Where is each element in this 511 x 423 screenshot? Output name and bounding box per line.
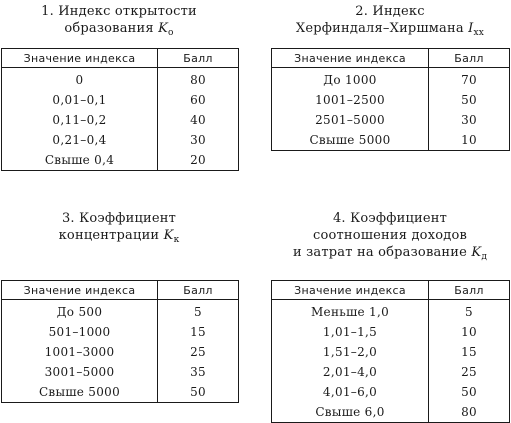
table-2 xyxy=(271,48,510,151)
table-3-header-score: Балл xyxy=(158,281,239,300)
row-value: 1001–2500 xyxy=(272,90,429,110)
table-4-caption-line3 xyxy=(270,244,510,261)
row-score: 60 xyxy=(158,90,239,110)
table-row xyxy=(272,90,510,110)
table-2-header-row xyxy=(272,49,510,68)
row-value: 1,51–2,0 xyxy=(272,342,429,362)
table-row xyxy=(272,402,510,423)
row-score: 15 xyxy=(158,322,239,342)
row-value: Свыше 5000 xyxy=(2,382,158,403)
row-score: 30 xyxy=(429,110,510,130)
row-score: 50 xyxy=(429,90,510,110)
row-value: 0,01–0,1 xyxy=(2,90,158,110)
row-score: 50 xyxy=(158,382,239,403)
table-4-caption-line2: соотношения доходов xyxy=(313,228,467,243)
table-4-header-score: Балл xyxy=(429,281,510,300)
table-row xyxy=(272,322,510,342)
row-value: 3001–5000 xyxy=(2,362,158,382)
table-2-symbol-letter: I xyxy=(468,21,474,36)
table-2-caption xyxy=(270,3,510,37)
table-1-header-value: Значение индекса xyxy=(2,49,158,68)
row-value: 501–1000 xyxy=(2,322,158,342)
row-value: 0,21–0,4 xyxy=(2,130,158,150)
row-score: 30 xyxy=(158,130,239,150)
table-3-caption-text: концентрации xyxy=(58,228,164,243)
table-3-symbol xyxy=(164,228,180,243)
table-row xyxy=(272,342,510,362)
table-row xyxy=(2,90,239,110)
table-3-caption xyxy=(0,210,238,244)
row-value: 1001–3000 xyxy=(2,342,158,362)
row-score: 40 xyxy=(158,110,239,130)
table-1-symbol-letter: K xyxy=(158,21,169,36)
row-score: 25 xyxy=(158,342,239,362)
table-4-symbol-subscript: д xyxy=(481,252,488,262)
table-4-header-value: Значение индекса xyxy=(272,281,429,300)
table-row xyxy=(272,68,510,91)
row-value: 1,01–1,5 xyxy=(272,322,429,342)
table-row xyxy=(272,362,510,382)
table-3-header-value: Значение индекса xyxy=(2,281,158,300)
table-3-caption-title: 3. Коэффициент xyxy=(61,211,177,226)
table-2-caption-text: Херфиндаля–Хиршмана xyxy=(295,21,469,36)
table-4-caption xyxy=(270,210,510,261)
row-value: Свыше 6,0 xyxy=(272,402,429,423)
table-row xyxy=(272,300,510,323)
table-1-caption xyxy=(0,3,238,37)
row-value: Свыше 0,4 xyxy=(2,150,158,171)
row-score: 25 xyxy=(429,362,510,382)
table-4-header-row xyxy=(272,281,510,300)
table-4-symbol xyxy=(471,245,487,260)
table-1-symbol-subscript: о xyxy=(168,28,174,38)
row-value: Меньше 1,0 xyxy=(272,300,429,323)
row-value: 0 xyxy=(2,68,158,91)
table-4 xyxy=(271,280,510,423)
table-3-symbol-letter: K xyxy=(163,228,174,243)
table-4-caption-text: и затрат на образование xyxy=(292,245,472,260)
table-3-header-row xyxy=(2,281,239,300)
row-value: 4,01–6,0 xyxy=(272,382,429,402)
row-value: Свыше 5000 xyxy=(272,130,429,151)
row-score: 15 xyxy=(429,342,510,362)
row-value: До 500 xyxy=(2,300,158,323)
row-score: 20 xyxy=(158,150,239,171)
row-value: 2,01–4,0 xyxy=(272,362,429,382)
table-2-symbol-subscript: хх xyxy=(473,28,485,38)
table-row xyxy=(2,150,239,171)
table-row xyxy=(272,110,510,130)
table-row xyxy=(2,130,239,150)
table-1-caption-text: образования xyxy=(64,21,159,36)
table-1-caption-title: 1. Индекс открытости xyxy=(41,4,197,19)
table-row xyxy=(2,322,239,342)
table-4-symbol-letter: K xyxy=(471,245,482,260)
table-1 xyxy=(1,48,239,171)
table-row xyxy=(2,362,239,382)
table-row xyxy=(2,300,239,323)
table-1-caption-subtitle xyxy=(0,20,238,37)
table-2-symbol xyxy=(468,21,484,36)
row-score: 80 xyxy=(429,402,510,423)
row-value: До 1000 xyxy=(272,68,429,91)
row-score: 50 xyxy=(429,382,510,402)
table-row xyxy=(272,382,510,402)
table-3-caption-subtitle xyxy=(0,227,238,244)
row-score: 80 xyxy=(158,68,239,91)
table-3 xyxy=(1,280,239,403)
table-row xyxy=(272,130,510,151)
table-3-symbol-subscript: к xyxy=(173,235,180,245)
table-2-caption-subtitle xyxy=(270,20,510,37)
table-2-header-value: Значение индекса xyxy=(272,49,429,68)
row-score: 35 xyxy=(158,362,239,382)
row-score: 10 xyxy=(429,322,510,342)
table-1-header-row xyxy=(2,49,239,68)
table-row xyxy=(2,110,239,130)
table-2-header-score: Балл xyxy=(429,49,510,68)
row-value: 2501–5000 xyxy=(272,110,429,130)
table-row xyxy=(2,68,239,91)
row-score: 70 xyxy=(429,68,510,91)
table-4-caption-title: 4. Коэффициент xyxy=(332,211,448,226)
row-score: 10 xyxy=(429,130,510,151)
row-value: 0,11–0,2 xyxy=(2,110,158,130)
row-score: 5 xyxy=(158,300,239,323)
table-2-caption-title: 2. Индекс xyxy=(355,4,425,19)
row-score: 5 xyxy=(429,300,510,323)
table-row xyxy=(2,342,239,362)
table-1-header-score: Балл xyxy=(158,49,239,68)
table-1-symbol xyxy=(158,21,174,36)
table-row xyxy=(2,382,239,403)
